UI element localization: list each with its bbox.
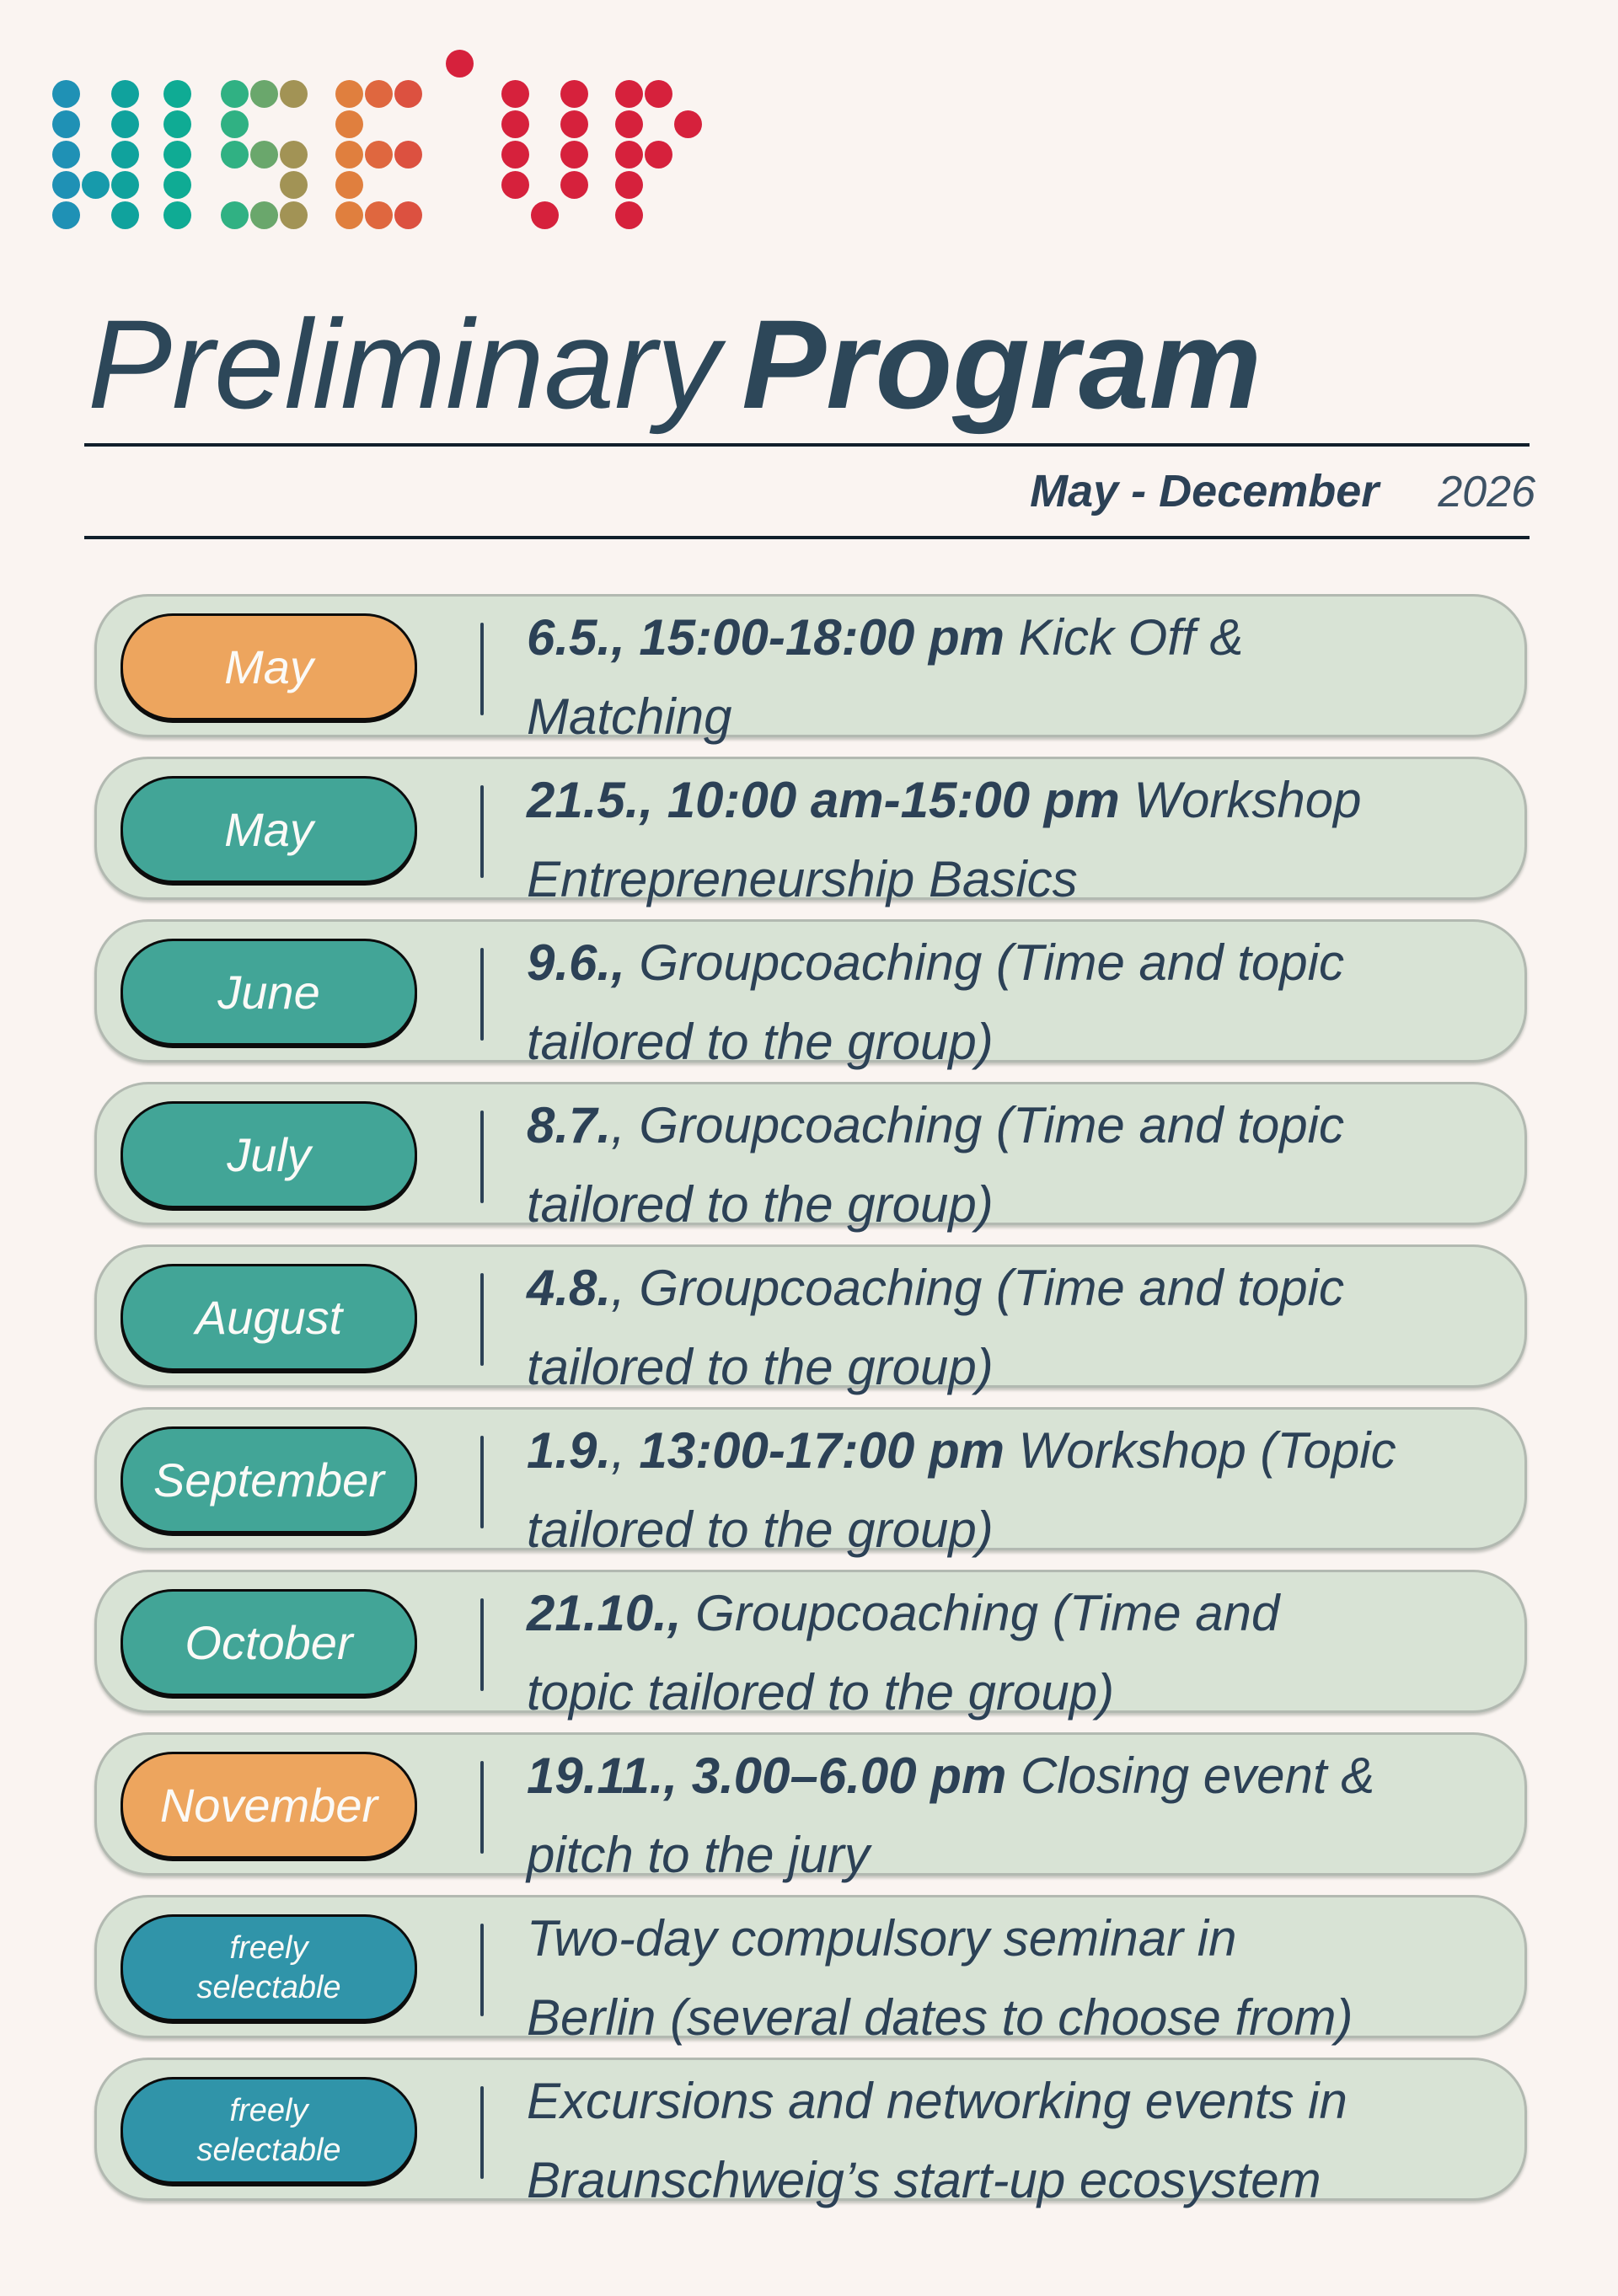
divider-line <box>480 1436 484 1528</box>
event-description: Excursions and networking events in <box>527 2073 1347 2129</box>
badge-label: May <box>224 802 313 856</box>
event-text-line <box>527 1249 1344 1328</box>
logo-dot-p <box>674 110 702 138</box>
badge-label: freely <box>229 2092 308 2128</box>
event-description: Groupcoaching (Time and <box>681 1585 1280 1641</box>
event-date: 21.10., <box>527 1585 682 1641</box>
month-badge <box>121 939 417 1046</box>
event-description: topic tailored to the group) <box>527 1664 1115 1721</box>
event-date: 6.5., 15:00-18:00 pm <box>527 609 1005 666</box>
logo-dot-w <box>82 171 110 199</box>
month-badge <box>121 1752 417 1859</box>
logo-dot-s <box>221 110 249 138</box>
logo-dot-s <box>280 201 308 229</box>
event-text-line <box>527 1574 1279 1653</box>
badge-label: June <box>217 965 320 1019</box>
logo-dot-s <box>221 201 249 229</box>
program-rows <box>94 594 1527 2208</box>
event-description: Braunschweig’s start-up ecosystem <box>527 2152 1321 2208</box>
logo-dot-u <box>560 171 588 199</box>
wiseup-logo <box>0 0 758 253</box>
logo-dot-e <box>394 201 422 229</box>
logo-dot-w <box>111 171 139 199</box>
event-text <box>527 1411 1396 1570</box>
month-badge <box>121 1101 417 1208</box>
logo-dot-i <box>163 171 191 199</box>
logo-dot-w <box>52 171 80 199</box>
program-row <box>94 1570 1527 1721</box>
badge-label: May <box>224 640 313 693</box>
logo-dot-w <box>111 110 139 138</box>
logo-dot-s <box>221 141 249 169</box>
event-description: Two-day compulsory seminar in <box>527 1910 1237 1967</box>
event-text <box>527 1086 1344 1244</box>
divider-line <box>480 1924 484 2016</box>
badge-label: September <box>153 1453 384 1507</box>
logo-dot-u <box>501 171 529 199</box>
logo-dot-p <box>615 141 643 169</box>
logo-dot-p <box>615 110 643 138</box>
event-description: Workshop <box>1119 772 1362 828</box>
event-text <box>527 598 1243 757</box>
header-rule-bottom <box>84 536 1530 539</box>
month-badge <box>121 1914 417 2021</box>
event-date: 21.5., 10:00 am-15:00 pm <box>527 772 1120 828</box>
divider-line <box>480 2086 484 2179</box>
event-text-line <box>527 1411 1396 1491</box>
logo-dot-i <box>163 201 191 229</box>
badge-label: November <box>159 1778 378 1832</box>
logo-dot-e <box>335 201 363 229</box>
logo-dot-u <box>501 80 529 108</box>
divider-line <box>480 948 484 1041</box>
event-date: 13:00-17:00 pm <box>639 1422 1005 1479</box>
logo-dot-s <box>250 141 278 169</box>
badge-label: July <box>227 1127 311 1181</box>
month-badge <box>121 1264 417 1371</box>
logo-dot-w <box>52 141 80 169</box>
logo-dot-s <box>280 80 308 108</box>
page-title <box>88 295 1262 434</box>
logo-dot-w <box>111 80 139 108</box>
program-row <box>94 1407 1527 1558</box>
event-description: , <box>611 1422 640 1479</box>
logo-dot-s <box>250 201 278 229</box>
event-text <box>527 2062 1347 2220</box>
logo-dot-u <box>501 141 529 169</box>
logo-dot-u <box>560 110 588 138</box>
logo-dot-e <box>365 141 393 169</box>
program-row <box>94 1244 1527 1395</box>
event-text-line <box>527 1653 1279 1732</box>
logo-dot-p <box>645 80 672 108</box>
logo-dot-w <box>52 110 80 138</box>
logo-dot-e <box>365 80 393 108</box>
logo-dot-e <box>335 141 363 169</box>
event-text <box>527 761 1362 919</box>
logo-dot-w <box>52 201 80 229</box>
event-text-line <box>527 2062 1347 2141</box>
month-badge <box>121 776 417 883</box>
date-range-year: 2026 <box>1438 468 1535 516</box>
event-description: , Groupcoaching (Time and topic <box>611 1260 1344 1316</box>
logo-dot-e <box>394 80 422 108</box>
event-text-line <box>527 2141 1347 2220</box>
logo-dot-s <box>280 141 308 169</box>
logo-dot-w <box>111 201 139 229</box>
logo-dot-s <box>280 171 308 199</box>
month-badge <box>121 613 417 720</box>
logo-dot-apostrophe <box>446 50 474 78</box>
event-text-line <box>527 1086 1344 1165</box>
event-description: tailored to the group) <box>527 1176 994 1233</box>
event-text-line <box>527 677 1243 757</box>
event-text-line <box>527 1816 1374 1895</box>
event-text <box>527 1249 1344 1407</box>
logo-dot-u <box>531 201 559 229</box>
badge-label: freely <box>229 1929 308 1966</box>
event-text-line <box>527 761 1362 840</box>
logo-dot-e <box>394 141 422 169</box>
event-text-line <box>527 1165 1344 1244</box>
title-program: Program <box>742 293 1262 435</box>
logo-dot-p <box>615 171 643 199</box>
logo-dot-w <box>111 141 139 169</box>
event-date: 19.11., 3.00–6.00 pm <box>527 1747 1007 1804</box>
event-description: Berlin (several dates to choose from) <box>527 1989 1353 2046</box>
badge-label: August <box>195 1290 343 1344</box>
event-description: , Groupcoaching (Time and topic <box>611 1097 1344 1153</box>
event-description: Matching <box>527 688 732 745</box>
header-rule-top <box>84 443 1530 447</box>
event-description: Kick Off & <box>1004 609 1244 666</box>
program-row <box>94 1895 1527 2046</box>
event-description: Closing event & <box>1006 1747 1375 1804</box>
logo-dot-i <box>163 141 191 169</box>
program-row <box>94 757 1527 907</box>
logo-dot-p <box>615 80 643 108</box>
event-date: 8.7. <box>527 1097 612 1153</box>
event-text <box>527 923 1344 1082</box>
logo-dot-s <box>221 80 249 108</box>
divider-line <box>480 1111 484 1203</box>
event-text-line <box>527 1328 1344 1407</box>
month-badge <box>121 1426 417 1533</box>
event-text-line <box>527 923 1344 1003</box>
event-description: tailored to the group) <box>527 1014 994 1070</box>
logo-dot-e <box>335 80 363 108</box>
event-text-line <box>527 1978 1353 2058</box>
divider-line <box>480 623 484 715</box>
logo-dot-e <box>365 201 393 229</box>
program-row <box>94 594 1527 745</box>
badge-label: selectable <box>196 2132 341 2168</box>
event-text <box>527 1737 1374 1895</box>
event-description: tailored to the group) <box>527 1339 994 1395</box>
logo-dot-p <box>615 201 643 229</box>
divider-line <box>480 1761 484 1854</box>
event-text-line <box>527 1737 1374 1816</box>
month-badge <box>121 2077 417 2184</box>
event-text-line <box>527 840 1362 919</box>
logo-dot-u <box>501 110 529 138</box>
event-description: Workshop (Topic <box>1005 1422 1396 1479</box>
badge-label: selectable <box>196 1969 341 2005</box>
event-text-line <box>527 1899 1353 1978</box>
divider-line <box>480 1598 484 1691</box>
event-description: pitch to the jury <box>527 1827 870 1883</box>
event-description: tailored to the group) <box>527 1501 994 1558</box>
logo-dot-i <box>163 80 191 108</box>
date-range-months: May - December <box>1030 466 1380 516</box>
divider-line <box>480 1273 484 1366</box>
event-text-line <box>527 1003 1344 1082</box>
divider-line <box>480 785 484 878</box>
event-text-line <box>527 1491 1396 1570</box>
logo-dot-e <box>335 171 363 199</box>
program-row <box>94 1732 1527 1883</box>
event-text <box>527 1574 1279 1732</box>
event-date: 1.9. <box>527 1422 612 1479</box>
title-preliminary: Preliminary <box>88 293 721 435</box>
logo-dot-u <box>560 141 588 169</box>
program-row <box>94 1082 1527 1233</box>
event-date: 4.8. <box>527 1260 612 1316</box>
logo-dot-u <box>560 80 588 108</box>
program-row <box>94 2058 1527 2208</box>
program-row <box>94 919 1527 1070</box>
logo-dot-p <box>645 141 672 169</box>
logo-dot-e <box>335 110 363 138</box>
badge-label: October <box>185 1615 353 1669</box>
month-badge <box>121 1589 417 1696</box>
logo-dot-i <box>163 110 191 138</box>
event-date: 9.6., <box>527 934 625 991</box>
logo-dot-w <box>52 80 80 108</box>
logo-dot-s <box>250 80 278 108</box>
event-text-line <box>527 598 1243 677</box>
event-description: Groupcoaching (Time and topic <box>624 934 1344 991</box>
event-text <box>527 1899 1353 2058</box>
date-range <box>1030 465 1535 517</box>
event-description: Entrepreneurship Basics <box>527 851 1078 907</box>
